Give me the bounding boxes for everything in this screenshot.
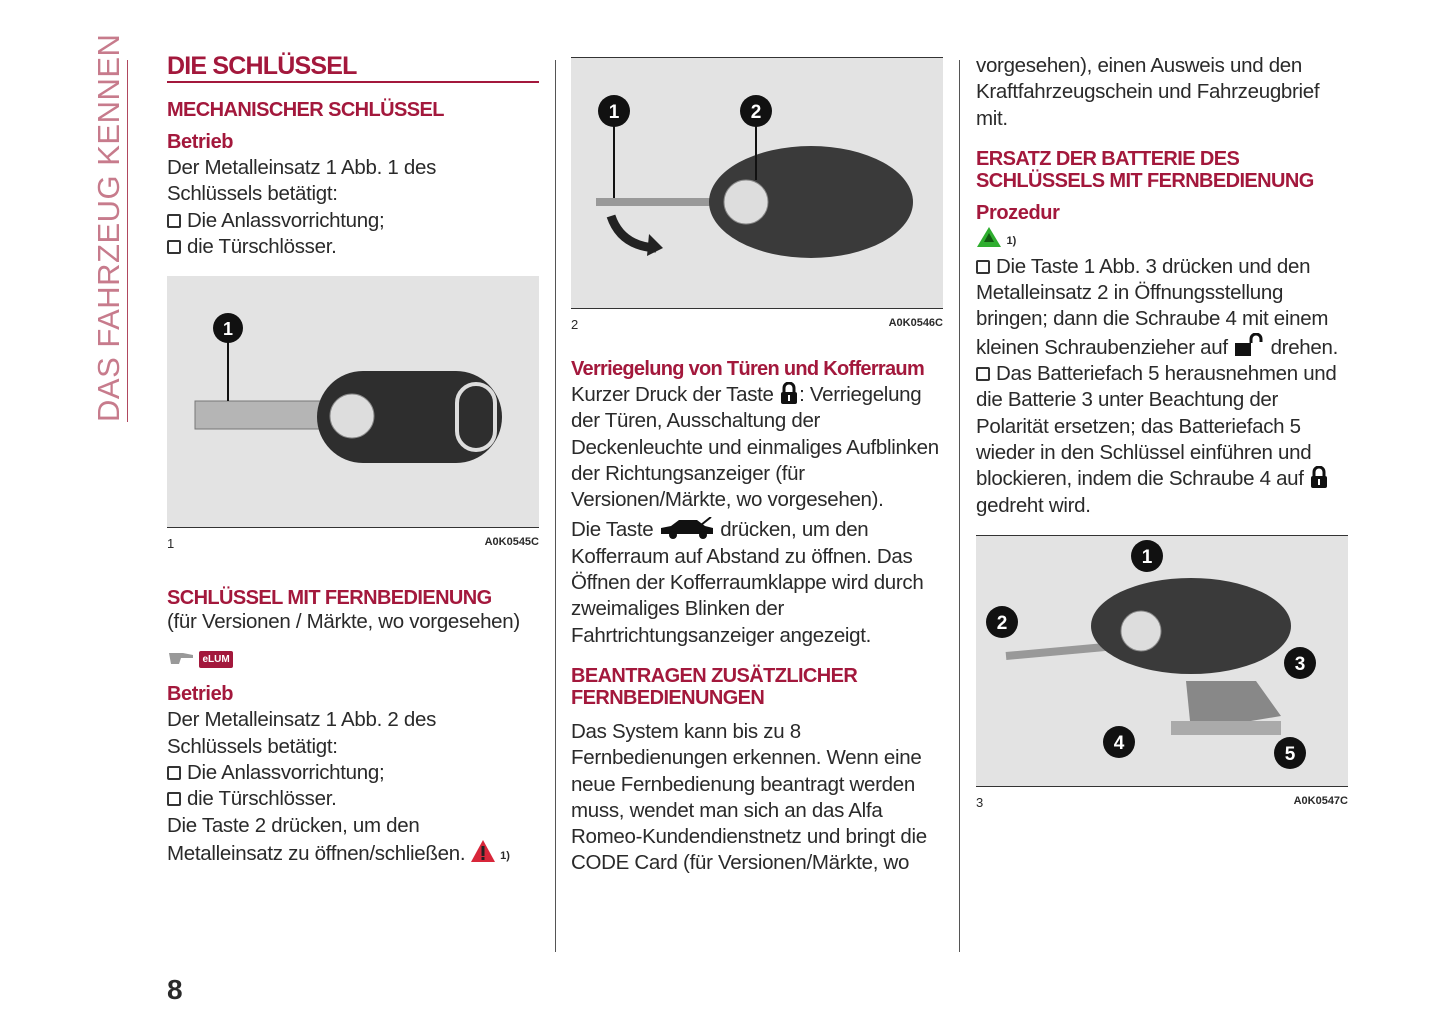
mechanical-key-illustration — [167, 276, 539, 528]
bullet-item: Die Anlassvorrichtung; — [167, 208, 539, 234]
figure-code: A0K0546C — [888, 317, 943, 329]
environment-note — [976, 226, 1348, 254]
figure-number: 2 — [571, 317, 579, 332]
bullet-box-icon — [167, 792, 181, 806]
figure-3-image — [976, 535, 1348, 787]
section-title: DIE SCHLÜSSEL — [167, 52, 539, 83]
heading-prozedur: Prozedur — [976, 201, 1060, 224]
callout-2: 2 — [996, 612, 1008, 634]
warning-icon — [470, 839, 496, 863]
callout-2: 2 — [750, 102, 762, 123]
figure-number: 3 — [976, 794, 984, 810]
figure-code: A0K0545C — [484, 536, 539, 549]
bullet-box-icon — [167, 766, 181, 780]
environment-icon — [976, 226, 1002, 248]
trunk-open-icon — [659, 517, 715, 539]
paragraph: vorgesehen), einen Ausweis und den Kraftfahrzeugschein und Fahrzeugbrief mit. — [976, 54, 1320, 130]
footnote-ref[interactable]: 1) — [500, 849, 510, 862]
paragraph: Das System kann bis zu 8 Fernbedienungen erkennen. Wenn eine neue Fernbedienung beantragt werden muss, wendet man sich an das Alfa Romeo-Kundendienstnetz und bringt die CODE Card (für Versionen/Märkte, wo — [571, 719, 927, 875]
paragraph: Die Taste drücken, um den Kofferraum auf Abstand zu öffnen. Das Öffnen der Kofferraumklappe wird durch zweimaliges Blinken der Fahrtrichtungsanzeiger angezeigt. — [571, 518, 924, 647]
battery-replacement-illustration — [976, 536, 1348, 787]
bullet-box-icon — [976, 367, 990, 381]
elum-reference — [167, 647, 539, 673]
bullet-box-icon — [167, 240, 181, 254]
figure-1-image — [167, 276, 539, 528]
figure-caption — [976, 795, 1348, 810]
column-2 — [571, 57, 943, 877]
bullet-item: die Türschlösser. — [167, 786, 539, 812]
column-divider — [555, 60, 556, 952]
paragraph: Kurzer Druck der Taste : Verriegelung der Türen, Ausschaltung der Deckenleuchte und einmaliges Aufblinken der Richtungsanzeiger (für Versionen/Märkte, wo vorgesehen). — [571, 383, 939, 512]
paragraph: Der Metalleinsatz 1 Abb. 1 des Schlüssels betätigt: — [167, 156, 437, 206]
column-3 — [976, 53, 1348, 810]
callout-1: 1 — [608, 102, 620, 123]
bullet-item: Die Anlassvorrichtung; — [167, 760, 539, 786]
chapter-title: DAS FAHRZEUG KENNEN — [91, 33, 126, 422]
heading-verriegelung: Verriegelung von Türen und Kofferraum — [571, 358, 925, 380]
page-number: 8 — [167, 974, 183, 1005]
subsection-title: SCHLÜSSEL MIT FERNBEDIENUNG — [167, 587, 492, 610]
subsection-title: MECHANISCHER SCHLÜSSEL — [167, 99, 444, 121]
note: (für Versionen / Märkte, wo vorgesehen) — [167, 610, 520, 634]
subsection-title: ERSATZ DER BATTERIE DES SCHLÜSSELS MIT FERNBEDIENUNG — [976, 147, 1314, 192]
paragraph: Die Taste 2 drücken, um den Metalleinsatz zu öffnen/schließen. — [167, 813, 466, 865]
remote-key-illustration — [571, 58, 943, 309]
pointing-hand-icon — [167, 647, 195, 665]
bullet-item: Das Batteriefach 5 herausnehmen und die Batterie 3 unter Beachtung der Polarität ersetzen; das Batteriefach 5 wieder in den Schlüssel einführen und blockieren, indem die Schraube 4 auf gedreht wird. — [976, 362, 1337, 517]
figure-code: A0K0547C — [1293, 794, 1348, 807]
unlock-icon — [1233, 333, 1265, 357]
subsection-title: BEANTRAGEN ZUSÄTZLICHER FERNBEDIENUNGEN — [571, 664, 858, 709]
figure-number: 1 — [167, 536, 175, 552]
figure-2-image — [571, 57, 943, 309]
heading-betrieb: Betrieb — [167, 131, 234, 153]
paragraph: Der Metalleinsatz 1 Abb. 2 des Schlüssels betätigt: — [167, 708, 437, 758]
bullet-box-icon — [976, 260, 990, 274]
heading-betrieb: Betrieb — [167, 683, 234, 706]
bullet-box-icon — [167, 214, 181, 228]
bullet-item: Die Taste 1 Abb. 3 drücken und den Metalleinsatz 2 in Öffnungsstellung bringen; dann die Schraube 4 mit einem kleinen Schraubenzieher auf drehen. — [976, 254, 1338, 359]
callout-1: 1 — [222, 319, 234, 340]
lock-icon — [1309, 466, 1329, 488]
column-divider — [959, 60, 960, 952]
bullet-item: die Türschlösser. — [167, 234, 539, 260]
footnote-ref[interactable]: 1) — [1006, 234, 1017, 247]
figure-caption — [571, 317, 943, 332]
callout-4: 4 — [1113, 732, 1125, 754]
figure-caption — [167, 536, 539, 551]
elum-icon[interactable]: eLUM — [199, 651, 232, 668]
chapter-sidebar — [91, 33, 128, 422]
lock-icon — [779, 382, 799, 404]
column-1 — [167, 52, 539, 867]
callout-1: 1 — [1141, 546, 1153, 568]
callout-3: 3 — [1294, 653, 1306, 675]
callout-5: 5 — [1284, 743, 1296, 765]
